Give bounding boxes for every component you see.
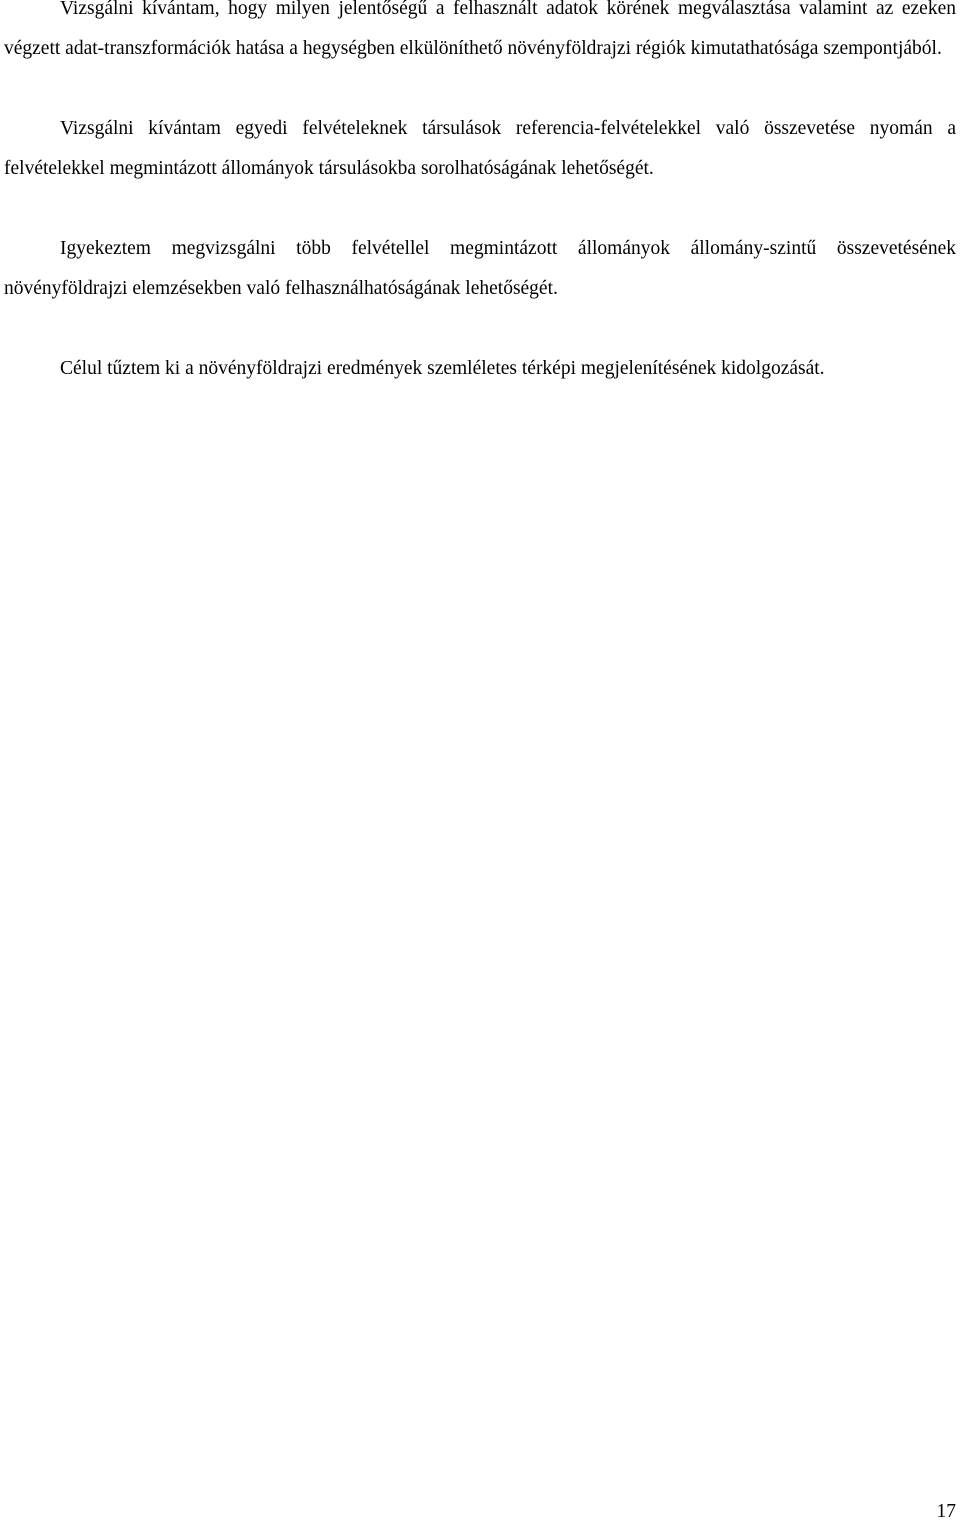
body-text [4, 0, 956, 389]
paragraph-1: Vizsgálni kívántam, hogy milyen jelentőségű a felhasznált adatok körének megválasztása valamint az ezeken végzett adat-transzformációk hatása a hegységben elkülöníthető növényföldrajzi régiók kimutathatósága szempontjából. [4, 0, 956, 59]
paragraph-2: Vizsgálni kívántam egyedi felvételeknek társulások referencia-felvételekkel való összevetése nyomán a felvételekkel megmintázott állományok társulásokba sorolhatóságának lehetőségét. [4, 118, 956, 179]
paragraph-4: Célul tűztem ki a növényföldrajzi eredmények szemléletes térképi megjelenítésének kidolgozását. [60, 358, 825, 379]
page-number: 17 [936, 1501, 956, 1522]
paragraph-3: Igyekeztem megvizsgálni több felvétellel megmintázott állományok állomány-szintű összevetésének növényföldrajzi elemzésekben való felhasználhatóságának lehetőségét. [4, 238, 956, 299]
